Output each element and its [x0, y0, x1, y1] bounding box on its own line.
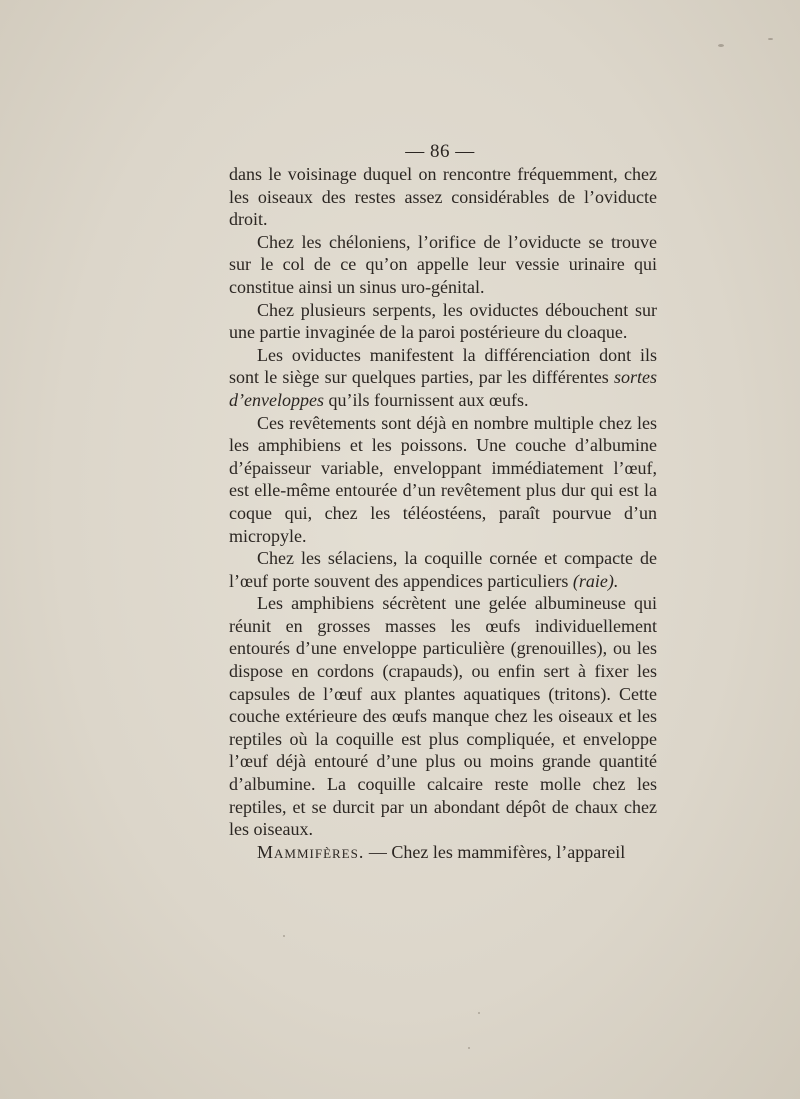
paper-speck	[718, 44, 724, 47]
italic-word-raie: (raie).	[572, 570, 619, 591]
paragraph-continuation: dans le voisinage duquel on rencontre fréquemment, chez les oiseaux des restes assez considérables de l’oviducte droit.	[229, 164, 657, 230]
paper-speck	[478, 1012, 480, 1014]
paragraph-amphibiens: Les amphibiens sécrètent une gelée albumineuse qui réunit en grosses masses les œufs individuellement entourés d’une enveloppe particulière (grenouilles), ou les dispose en cordons (crapauds), ou enfin sert à fixer les capsules de l’œuf aux plantes aquatiques (tritons). Cette couche extérieure des œufs manque chez les oiseaux et les reptiles où la coquille est plus compliquée, et enveloppe l’œuf déjà entouré d’une plus ou moins grande quantité d’albumine. La coquille calcaire reste molle chez les reptiles, et se durcit par un abondant dépôt de chaux chez les oiseaux.	[229, 593, 657, 840]
italic-phrase-enveloppes: sortes d’enveloppes	[229, 367, 657, 410]
paragraph-selaciens-start: Chez les sélaciens, la coquille cornée et compacte de l’œuf porte souvent des appendices particuliers	[229, 548, 657, 591]
section-heading-mammiferes: Mammifères.	[257, 841, 365, 862]
paragraph-revetements: Ces revêtements sont déjà en nombre multiple chez les les amphibiens et les poissons. Une couche d’albumine d’épaisseur variable, enveloppant immédiatement l’œuf, est elle-même entourée d’un revêtement plus dur qui est la coque qui, chez les téléostéens, paraît pourvue d’un micropyle.	[229, 412, 657, 546]
paper-speck	[283, 935, 285, 937]
paragraph-selaciens	[229, 547, 657, 592]
paragraph-oviductes	[229, 344, 657, 412]
page-number: — 86 —	[405, 141, 475, 162]
paragraph-mammiferes	[229, 841, 657, 864]
body-text	[229, 163, 657, 863]
paragraph-oviductes-start: Les oviductes manifestent la différenciation dont ils sont le siège sur quelques parties, par les différentes	[229, 344, 657, 388]
paragraph-oviductes-end: qu’ils fournissent aux œufs.	[323, 389, 529, 410]
paragraph-cheloniens: Chez les chéloniens, l’orifice de l’oviducte se trouve sur le col de ce qu’on appelle leur vessie urinaire qui constitue ainsi un sinus uro-génital.	[229, 231, 657, 297]
paragraph-serpents: Chez plusieurs serpents, les oviductes débouchent sur une partie invaginée de la paroi postérieure du cloaque.	[229, 299, 657, 343]
paper-speck	[468, 1047, 470, 1049]
paragraph-mammiferes-text: — Chez les mammifères, l’appareil	[364, 841, 626, 862]
paper-speck	[768, 38, 773, 40]
